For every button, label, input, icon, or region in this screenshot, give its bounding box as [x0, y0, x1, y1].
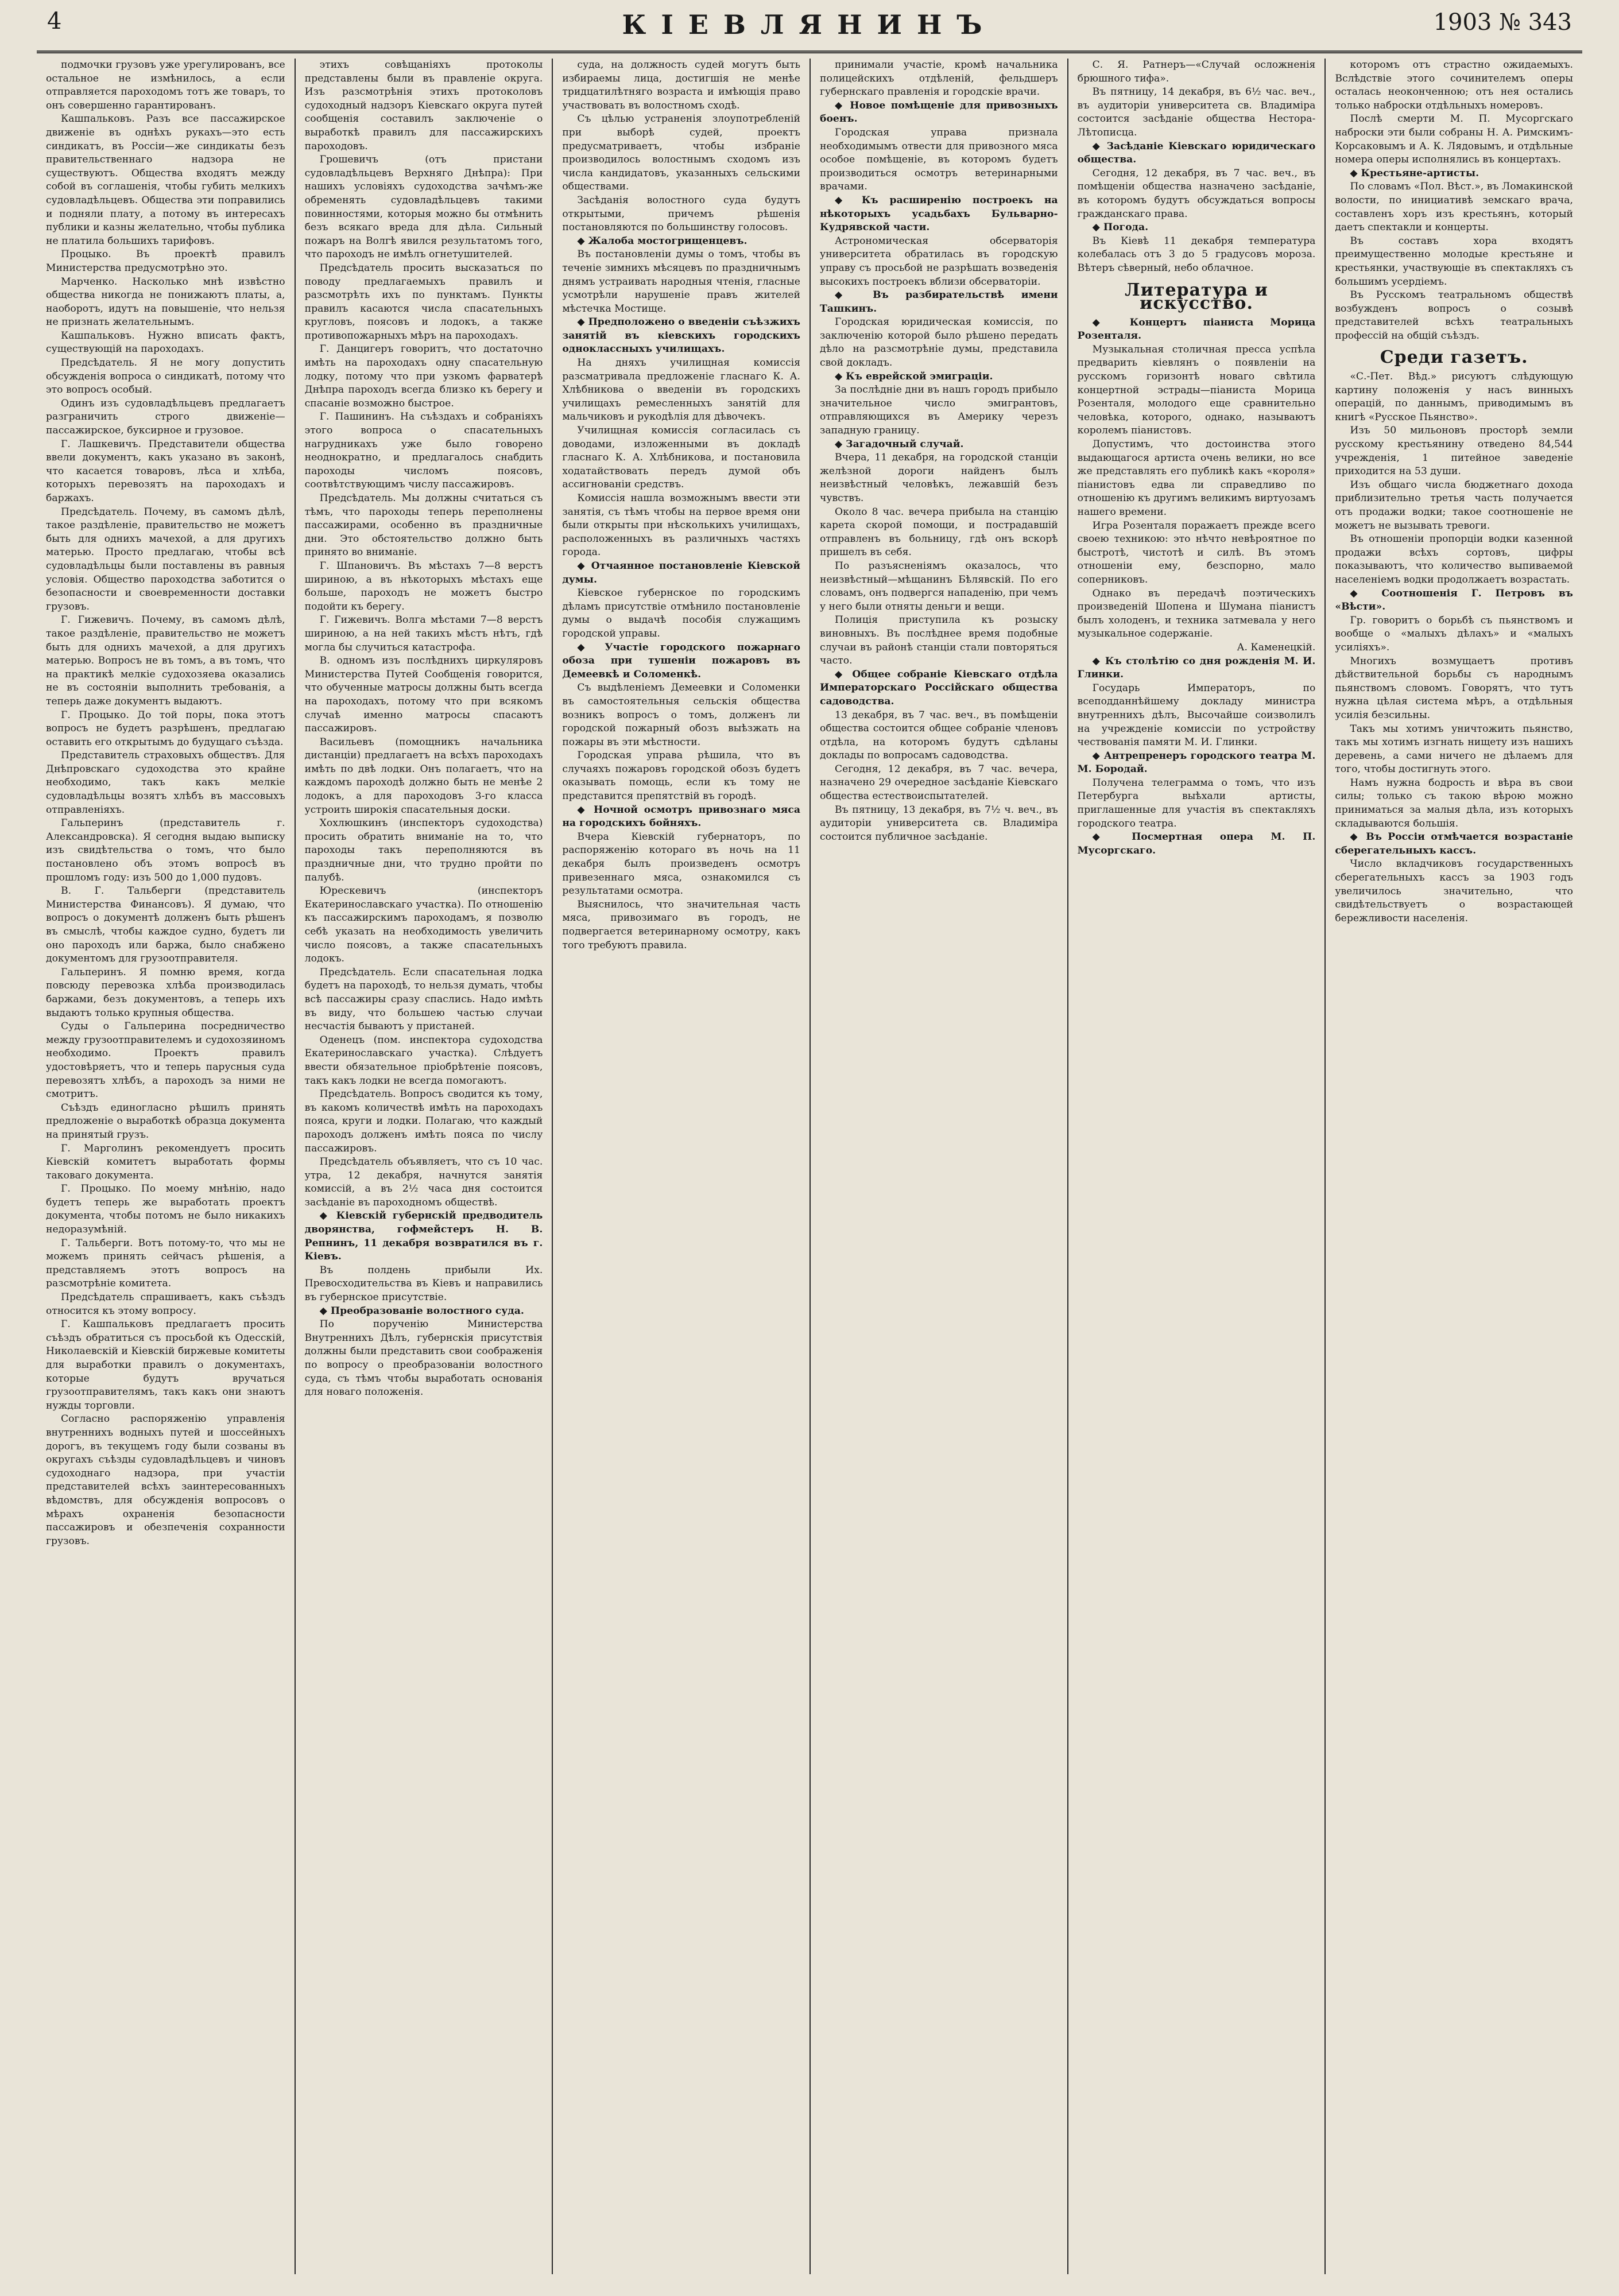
article-headline: ◆ Новое помѣщеніе для привозныхъ боенъ. — [819, 99, 1058, 125]
article-headline: ◆ Засѣданіе Кіевскаго юридическаго общества. — [1077, 140, 1316, 166]
article-paragraph: Г. Кашпальковъ предлагаетъ просить съѣздъ обратиться съ просьбой къ Одесскій, Николаевскій и Кіевскій биржевые комитеты для выработки правилъ о документахъ, которые будутъ вручаться грузоотправителямъ, такъ какъ они знаютъ нужды торговли. — [46, 1318, 285, 1411]
article-paragraph: 13 декабря, въ 7 час. веч., въ помѣщеніи общества состоится общее собраніе членовъ отдѣла, на которомъ будутъ сдѣланы доклады по вопросамъ садоводства. — [819, 709, 1058, 762]
article-paragraph: Выяснилось, что значительная часть мяса, привозимаго въ городъ, не подвергается ветеринарному осмотру, какъ того требуютъ правила. — [562, 898, 800, 951]
article-headline: ◆ Кіевскій губернскій предводитель дворянства, гофмейстеръ Н. В. Репнинъ, 11 декабря возвратился въ г. Кіевъ. — [304, 1210, 543, 1263]
article-paragraph: Число вкладчиковъ государственныхъ сберегательныхъ кассъ за 1903 годъ увеличилось значительно, что свидѣтельствуетъ о возрастающей бережливости населенія. — [1335, 858, 1573, 924]
article-paragraph: Съ выдѣленіемъ Демеевки и Соломенки въ самостоятельныя сельскія общества возникъ вопросъ о томъ, долженъ ли городской пожарный обозъ выѣзжать на пожары въ эти мѣстности. — [562, 682, 800, 748]
article-paragraph: Однако въ передачѣ поэтическихъ произведеній Шопена и Шумана піанистъ былъ холоденъ, и техника затмевала у него музыкальное содержаніе. — [1077, 587, 1316, 640]
column-2 — [295, 59, 552, 2274]
article-signature: А. Каменецкій. — [1237, 641, 1316, 653]
article-paragraph: Съ цѣлью устраненія злоупотребленій при выборѣ судей, проектъ предусматриваетъ, чтобы избраніе производилось волостнымъ сходомъ изъ числа кандидатовъ, указанныхъ сельскими обществами. — [562, 113, 800, 193]
text-columns — [37, 59, 1582, 2274]
article-paragraph: Городская юридическая комиссія, по заключенію которой было рѣшено передать дѣло на разсмотрѣніе думы, представила свой докладъ. — [819, 316, 1058, 369]
newspaper-title: КІЕВЛЯНИНЪ — [622, 9, 997, 40]
article-paragraph: Въ Кіевѣ 11 декабря температура колебалась отъ 3 до 5 градусовъ мороза. Вѣтеръ сѣверный, небо облачное. — [1077, 235, 1316, 274]
header-rule — [37, 51, 1582, 53]
article-headline: ◆ Загадочный случай. — [834, 438, 964, 450]
article-paragraph: В. одномъ изъ послѣднихъ циркуляровъ Министерства Путей Сообщенія говорится, что обученные матросы должны быть всегда на пароходахъ, потому что при всякомъ случаѣ именно матросы спасаютъ пассажировъ. — [304, 655, 543, 735]
article-paragraph: Грошевичъ (отъ пристани судовладѣльцевъ Верхняго Днѣпра): При нашихъ условіяхъ судоходства зачѣмъ-же обременять судовладѣльцевъ такими повинностями, которыя можно бы отмѣнить безъ всякаго вреда для дѣла. Сильный пожаръ на Волгѣ явился результатомъ того, что пароходъ не имѣлъ огнетушителей. — [304, 154, 543, 261]
article-paragraph: «С.-Пет. Вѣд.» рисуютъ слѣдующую картину положенія у насъ винныхъ операцій, по даннымъ, приводимымъ въ книгѣ «Русское Пьянство». — [1335, 371, 1573, 423]
article-paragraph: Хохлюшкинъ (инспекторъ судоходства) просить обратить вниманіе на то, что пароходы такъ переполняются въ праздничные дни, что трудно пройти по палубѣ. — [304, 817, 543, 883]
column-1 — [37, 59, 295, 2274]
article-headline: ◆ Посмертная опера М. П. Мусоргскаго. — [1077, 831, 1316, 856]
article-headline: ◆ Общее собраніе Кіевскаго отдѣла Императорскаго Россійскаго общества садоводства. — [819, 668, 1058, 707]
issue-date: 1903 № 343 — [1433, 9, 1572, 36]
column-6 — [1324, 59, 1582, 2274]
article-paragraph: По разъясненіямъ оказалось, что неизвѣстный—мѣщанинъ Бѣлявскій. По его словамъ, онъ подвергся нападенію, при чемъ у него были отняты деньги и вещи. — [819, 560, 1058, 612]
article-paragraph: За послѣдніе дни въ нашъ городъ прибыло значительное число эмигрантовъ, отправляющихся въ Америку черезъ западную границу. — [819, 384, 1058, 437]
article-paragraph: этихъ совѣщаніяхъ протоколы представлены были въ правленіе округа. Изъ разсмотрѣнія этихъ протоколовъ судоходный надзоръ Кіевскаго округа путей сообщенія составилъ заключеніе о выработкѣ правилъ для пассажирскихъ пароходовъ. — [304, 59, 543, 152]
article-paragraph: Такъ мы хотимъ уничтожить пьянство, такъ мы хотимъ изгнать нищету изъ нашихъ деревень, а сами ничего не дѣлаемъ для того, чтобы достигнуть этого. — [1335, 723, 1573, 775]
article-paragraph: Вчера Кіевскій губернаторъ, по распоряженію котораго въ ночь на 11 декабря былъ произведенъ осмотръ привезеннаго мяса, ознакомился съ результатами осмотра. — [562, 831, 800, 897]
article-paragraph: Г. Процыко. По моему мнѣнію, надо будетъ теперь же выработать проектъ документа, чтобы потомъ не было никакихъ недоразумѣній. — [46, 1183, 285, 1236]
article-paragraph: Согласно распоряженію управленія внутреннихъ водныхъ путей и шоссейныхъ дорогъ, въ текущемъ году были созваны въ округахъ съѣзды судовладѣльцевъ и чиновъ судоходнаго надзора, при участіи представителей всѣхъ заинтересованныхъ вѣдомствъ, для обсужденія вопросовъ о мѣрахъ охраненія безопасности пассажировъ и обезпеченія сохранности грузовъ. — [46, 1413, 285, 1547]
article-paragraph: Г. Данцигеръ говоритъ, что достаточно имѣть на пароходахъ одну спасательную лодку, потому что при узкомъ фарватерѣ Днѣпра пароходъ всегда близко къ берегу и спасаніе возможно быстрое. — [304, 343, 543, 409]
article-paragraph: Астрономическая обсерваторія университета обратилась въ городскую управу съ просьбой не разрѣшать возведенія высокихъ построекъ вблизи обсерваторіи. — [819, 235, 1058, 288]
article-paragraph: Г. Марголинъ рекомендуетъ просить Кіевскій комитетъ выработать формы таковаго документа. — [46, 1142, 285, 1181]
article-paragraph: Сегодня, 12 декабря, въ 7 час. веч., въ помѣщеніи общества назначено засѣданіе, въ которомъ будутъ обсуждаться вопросы гражданскаго права. — [1077, 167, 1316, 220]
article-paragraph: По словамъ «Пол. Вѣст.», въ Ломакинской волости, по инициативѣ земскаго врача, составленъ хоръ изъ крестьянъ, который даетъ спектакли и концерты. — [1335, 181, 1573, 234]
article-headline: ◆ Антрепренеръ городского театра М. М. Бородай. — [1077, 750, 1316, 775]
article-paragraph: Предсѣдатель. Мы должны считаться съ тѣмъ, что пароходы теперь переполнены пассажирами, особенно въ праздничные дни. Это обстоятельство должно быть принято во вниманіе. — [304, 492, 543, 559]
article-paragraph: Предсѣдатель. Если спасательная лодка будетъ на пароходѣ, то нельзя думать, чтобы всѣ пассажиры сразу спаслись. Надо имѣть въ виду, что большею частью случаи несчастія бываютъ у пристаней. — [304, 966, 543, 1033]
article-paragraph: Съѣздъ единогласно рѣшилъ принять предложеніе о выработкѣ образца документа на принятый грузъ. — [46, 1102, 285, 1141]
article-paragraph: Въ пятницу, 13 декабря, въ 7½ ч. веч., въ аудиторіи университета св. Владиміра состоится публичное засѣданіе. — [819, 804, 1058, 843]
article-headline: ◆ Къ расширенію построекъ на нѣкоторыхъ усадьбахъ Бульварно-Кудрявской части. — [819, 194, 1058, 234]
article-paragraph: Васильевъ (помощникъ начальника дистанціи) предлагаетъ на всѣхъ пароходахъ имѣть по двѣ лодки. Онъ полагаетъ, что на каждомъ пароходѣ должно быть не менѣе 2 лодокъ, а для пароходовъ 3-го класса устроить широкія спасательныя доски. — [304, 736, 543, 816]
masthead — [37, 6, 1582, 59]
article-paragraph: Кіевское губернское по городскимъ дѣламъ присутствіе отмѣнило постановленіе думы о выдачѣ пособія служащимъ городской управы. — [562, 587, 800, 639]
article-paragraph: Юрескевичъ (инспекторъ Екатеринославскаго участка). По отношенію къ пассажирскимъ пароходамъ, я позволю себѣ указать на необходимость увеличить число поясовъ, а также спасательныхъ лодокъ. — [304, 885, 543, 965]
article-headline: ◆ Къ еврейской эмиграціи. — [834, 370, 993, 382]
article-paragraph: Кашпальковъ. Нужно вписать фактъ, существующій на пароходахъ. — [46, 329, 285, 355]
article-paragraph: Г. Пашининъ. На съѣздахъ и собраніяхъ этого вопроса о спасательныхъ нагрудникахъ уже было говорено неоднократно, и предлагалось снабдить пароходы числомъ поясовъ, соотвѣтствующимъ числу пассажировъ. — [304, 411, 543, 491]
article-paragraph: которомъ отъ страстно ожидаемыхъ. Вслѣдствіе этого сочинителемъ оперы осталась неоконченною; отъ нея остались только наброски отдѣльныхъ номеровъ. — [1335, 59, 1573, 111]
article-paragraph: Музыкальная столичная пресса успѣла предварить кіевлянъ о появленіи на русскомъ горизонтѣ новаго свѣтила концертной эстрады—піаниста Морица Розенталя, молодого еще сравнительно человѣка, которого, однако, называютъ королемъ піанистовъ. — [1077, 343, 1316, 437]
article-headline: ◆ Погода. — [1092, 222, 1149, 234]
article-paragraph: Предсѣдатель. Почему, въ самомъ дѣлѣ, такое раздѣленіе, правительство не можетъ быть для однихъ мачехой, а для другихъ матерью. Просто предлагаю, чтобы всѣ судовладѣльцы были поставлены въ равныя условія. Общество пароходства заботится о безопасности и своевременности доставки грузовъ. — [46, 506, 285, 612]
article-paragraph: Гальперинъ (представитель г. Александровска). Я сегодня выдаю выписку изъ свидѣтельства о томъ, что было постановлено объ этомъ вопросѣ въ прошломъ году: изъ 500 до 1,000 пудовъ. — [46, 817, 285, 883]
article-headline: ◆ Въ разбирательствѣ имени Ташкинъ. — [819, 289, 1058, 315]
article-paragraph: Городская управа признала необходимымъ отвести для привозного мяса особое помѣщеніе, въ которомъ будетъ производиться осмотръ ветеринарными врачами. — [819, 126, 1058, 193]
article-paragraph: Представитель страховыхъ обществъ. Для Днѣпровскаго судоходства это крайне необходимо, такъ какъ мелкіе судовладѣльцы возятъ хлѣбъ въ массовыхъ отправленіяхъ. — [46, 750, 285, 816]
article-paragraph: Предсѣдатель. Вопросъ сводится къ тому, въ какомъ количествѣ имѣть на пароходахъ пояса, круги и лодки. Полагаю, что каждый пароходъ долженъ имѣть пояса по числу пассажировъ. — [304, 1088, 543, 1154]
article-headline: ◆ Участіе городского пожарнаго обоза при тушеніи пожаровъ въ Демеевкѣ и Соломенкѣ. — [562, 641, 800, 680]
article-headline: ◆ Жалоба мостогрищенцевъ. — [577, 235, 747, 247]
article-paragraph: В. Г. Тальберги (представитель Министерства Финансовъ). Я думаю, что вопросъ о документѣ долженъ быть рѣшенъ въ смыслѣ, чтобы каждое судно, будетъ ли оно пароходъ или баржа, было снабжено документомъ для грузоотправителя. — [46, 885, 285, 965]
article-paragraph: Многихъ возмущаетъ противъ дѣйствительной борьбы съ народнымъ пьянствомъ словомъ. Говорятъ, что тутъ нужна цѣлая система мѣръ, а отдѣльныя усилія безсильны. — [1335, 655, 1573, 721]
article-paragraph: Суды о Гальперина посредничество между грузоотправителемъ и судохозяиномъ необходимо. Проектъ правилъ удостовѣряетъ, что и теперь парусныя суда перевозятъ хлѣбъ, а пароходъ за ними не смотритъ. — [46, 1021, 285, 1100]
article-headline: ◆ Соотношенія Г. Петровъ въ «Вѣсти». — [1335, 587, 1573, 613]
article-paragraph: Городская управа рѣшила, что въ случаяхъ пожаровъ городской обозъ будетъ оказывать помощь, если къ тому не представится препятствій въ городѣ. — [562, 750, 800, 802]
article-paragraph: Засѣданія волостного суда будутъ открытыми, причемъ рѣшенія постановляются по большинству голосовъ. — [562, 194, 800, 234]
article-paragraph: Получена телеграмма о томъ, что изъ Петербурга выѣхали артисты, приглашенные для участія въ спектакляхъ городского театра. — [1077, 777, 1316, 829]
article-headline: ◆ Крестьяне-артисты. — [1350, 167, 1479, 179]
article-headline: ◆ Преобразованіе волостного суда. — [319, 1305, 524, 1317]
article-headline: ◆ Ночной осмотръ привознаго мяса на городскихъ бойняхъ. — [562, 804, 800, 829]
article-paragraph: Въ составъ хора входятъ преимущественно молодые крестьяне и крестьянки, участвующіе въ спектакляхъ съ большимъ усердіемъ. — [1335, 235, 1573, 288]
article-paragraph: Г. Процыко. До той поры, пока этотъ вопросъ не будетъ разрѣшенъ, предлагаю оставить его открытымъ до будущаго съѣзда. — [46, 709, 285, 748]
article-paragraph: Одинъ изъ судовладѣльцевъ предлагаетъ разграничить строго движеніе—пассажирское, буксирное и грузовое. — [46, 397, 285, 437]
article-paragraph: Училищная комиссія согласилась съ доводами, изложенными въ докладѣ гласнаго К. А. Хлѣбникова, и постановила ходатайствовать передъ думой объ ассигнованіи средствъ. — [562, 425, 800, 491]
article-paragraph: Около 8 час. вечера прибыла на станцію карета скорой помощи, и пострадавшій отправленъ въ больницу, гдѣ онъ вскорѣ пришелъ въ себя. — [819, 506, 1058, 559]
article-paragraph: Въ постановленіи думы о томъ, чтобы въ теченіе зимнихъ мѣсяцевъ по праздничнымъ днямъ устраивать народныя чтенія, гласные усмотрѣли нарушеніе правъ жителей мѣстечка Мостище. — [562, 249, 800, 315]
article-paragraph: С. Я. Ратнеръ—«Случай осложненія брюшного тифа». — [1077, 59, 1316, 84]
article-paragraph: принимали участіе, кромѣ начальника полицейскихъ отдѣленій, фельдшеръ губернскаго правленія и городскіе врачи. — [819, 59, 1058, 98]
column-4 — [810, 59, 1067, 2274]
article-headline: ◆ Въ Россіи отмѣчается возрастаніе сберегательныхъ кассъ. — [1335, 831, 1573, 856]
section-title: Литература и искусство. — [1125, 280, 1268, 314]
article-headline: ◆ Предположено о введеніи съѣзжихъ занятій въ кіевскихъ городскихъ одноклассныхъ училищахъ. — [562, 316, 800, 355]
article-paragraph: Г. Лашкевичъ. Представители общества ввели документъ, какъ указано въ законѣ, что касается товаровъ, лѣса и хлѣба, которыхъ перевозятъ на пароходахъ и баржахъ. — [46, 438, 285, 504]
article-paragraph: Оденецъ (пом. инспектора судоходства Екатеринославскаго участка). Слѣдуетъ ввести обязательное пріобрѣтеніе поясовъ, такъ какъ лодки не всегда помогаютъ. — [304, 1034, 543, 1087]
article-paragraph: Предсѣдатель спрашиваетъ, какъ съѣздъ относится къ этому вопросу. — [46, 1292, 285, 1317]
column-3 — [552, 59, 810, 2274]
article-paragraph: Комиссія нашла возможнымъ ввести эти занятія, съ тѣмъ чтобы на первое время они были открыты при нѣсколькихъ училищахъ, расположенныхъ въ различныхъ частяхъ города. — [562, 492, 800, 559]
article-paragraph: Предсѣдатель просить высказаться по поводу предлагаемыхъ правилъ и разсмотрѣть ихъ по пунктамъ. Пункты правилъ касаются числа спасательныхъ кругловъ, поясовъ и лодокъ, а также противопожарныхъ мѣръ на пароходахъ. — [304, 262, 543, 342]
article-paragraph: Гр. говоритъ о борьбѣ съ пьянствомъ и вообще о «малыхъ дѣлахъ» и «малыхъ усиліяхъ». — [1335, 614, 1573, 653]
article-paragraph: На дняхъ училищная комиссія разсматривала предложеніе гласнаго К. А. Хлѣбникова о введеніи въ городскихъ училищахъ ремесленныхъ занятій для мальчиковъ и рукодѣлія для дѣвочекъ. — [562, 357, 800, 423]
article-paragraph: Г. Тальберги. Вотъ потому-то, что мы не можемъ принять сейчасъ рѣшенія, а представляемъ этотъ вопросъ на разсмотрѣніе комитета. — [46, 1237, 285, 1290]
article-paragraph: Марченко. Насколько мнѣ извѣстно общества никогда не понижаютъ платы, а, наоборотъ, идутъ на повышеніе, что нельзя не признать желательнымъ. — [46, 276, 285, 328]
article-paragraph: подмочки грузовъ уже урегулированъ, все остальное не измѣнилось, а если отправляется пароходомъ тотъ же товаръ, то онъ совершенно гарантированъ. — [46, 59, 285, 111]
article-paragraph: Гальперинъ. Я помню время, когда повсюду перевозка хлѣба производилась баржами, безъ документовъ, а теперь ихъ выдаютъ только крупныя общества. — [46, 966, 285, 1019]
article-paragraph: Г. Гижевичъ. Почему, въ самомъ дѣлѣ, такое раздѣленіе, правительство не можетъ быть для однихъ мачехой, а для другихъ матерью. Вопросъ не въ томъ, а въ томъ, что на практикѣ мелкіе судохозяева оказались не въ состояніи выполнить требованія, а теперь даже документъ выдаютъ. — [46, 614, 285, 707]
article-paragraph: Сегодня, 12 декабря, въ 7 час. вечера, назначено 29 очередное засѣданіе Кіевскаго общества естествоиспытателей. — [819, 763, 1058, 802]
article-headline: ◆ Концертъ піаниста Морица Розенталя. — [1077, 316, 1316, 342]
article-paragraph: Изъ общаго числа бюджетнаго дохода приблизительно третья часть получается отъ продажи водки; такое соотношеніе не можетъ не вызывать тревоги. — [1335, 479, 1573, 532]
article-paragraph: Г. Гижевичъ. Волга мѣстами 7—8 верстъ шириною, а на ней такихъ мѣстъ нѣтъ, гдѣ могла бы случиться катастрофа. — [304, 614, 543, 653]
article-paragraph: Намъ нужна бодрость и вѣра въ свои силы; только съ такою вѣрою можно приниматься за малыя дѣла, изъ которыхъ складываются большія. — [1335, 777, 1573, 829]
article-paragraph: Г. Шпановичъ. Въ мѣстахъ 7—8 верстъ шириною, а въ нѣкоторыхъ мѣстахъ еще больше, пароходъ не можетъ быстро подойти къ берегу. — [304, 560, 543, 612]
article-paragraph: Допустимъ, что достоинства этого выдающагося артиста очень велики, но все же представлять его публикѣ какъ «короля» піанистовъ едва ли справедливо по отношенію къ другимъ великимъ виртуозамъ нашего времени. — [1077, 439, 1316, 518]
article-paragraph: Полиція приступила къ розыску виновныхъ. Въ послѣднее время подобные случаи въ районѣ станціи стали повторяться часто. — [819, 614, 1058, 667]
article-paragraph: Въ полдень прибыли Их. Превосходительства въ Кіевъ и направились въ губернское присутствіе. — [304, 1264, 543, 1304]
article-paragraph: суда, на должность судей могутъ быть избираемы лица, достигшія не менѣе тридцатилѣтняго возраста и имѣющія право участвовать въ волостномъ сходѣ. — [562, 59, 800, 111]
article-paragraph: Процыко. Въ проектѣ правилъ Министерства предусмотрѣно это. — [46, 249, 285, 274]
article-paragraph: Кашпальковъ. Разъ все пассажирское движеніе въ однѣхъ рукахъ—это есть синдикатъ, въ Россіи—же синдикаты безъ правительственнаго надзора не существуютъ. Общества входятъ между собой въ соглашенія, чтобы губить мелкихъ судовладѣльцевъ. Общества эти поправились и подняли плату, а потому въ интересахъ публики и казны желательно, чтобы публика не платила большихъ тарифовъ. — [46, 113, 285, 247]
section-title: Среди газетъ. — [1380, 347, 1528, 368]
article-paragraph: Предсѣдатель объявляетъ, что съ 10 час. утра, 12 декабря, начнутся занятія комиссій, а въ 2½ часа дня состоится засѣданіе въ пароходномъ обществѣ. — [304, 1156, 543, 1208]
page-number: 4 — [47, 8, 62, 34]
article-paragraph: Государь Императоръ, по всеподданнѣйшему докладу министра внутреннихъ дѣлъ, Высочайше соизволилъ на учрежденіе комиссіи по устройству чествованія памяти М. И. Глинки. — [1077, 682, 1316, 748]
article-paragraph: Игра Розенталя поражаетъ прежде всего своею техникою: это нѣчто невѣроятное по быстротѣ, чистотѣ и силѣ. Въ этомъ отношеніи ему, безспорно, мало соперниковъ. — [1077, 519, 1316, 585]
article-paragraph: Предсѣдатель. Я не могу допустить обсужденія вопроса о синдикатѣ, потому что это вопросъ особый. — [46, 357, 285, 396]
article-paragraph: Въ пятницу, 14 декабря, въ 6½ час. веч., въ аудиторіи университета св. Владиміра состоится засѣданіе общества Нестора-Лѣтописца. — [1077, 86, 1316, 138]
article-headline: ◆ Къ столѣтію со дня рожденія М. И. Глинки. — [1077, 655, 1316, 681]
article-paragraph: Послѣ смерти М. П. Мусоргскаго наброски эти были собраны Н. А. Римскимъ-Корсаковымъ и А. К. Лядовымъ, и отдѣльные номера оперы исполнялись въ концертахъ. — [1335, 113, 1573, 166]
article-paragraph: По порученію Министерства Внутреннихъ Дѣлъ, губернскія присутствія должны были представить свои соображенія по вопросу о преобразованіи волостного суда, съ тѣмъ чтобы выработать основанія для новаго положенія. — [304, 1318, 543, 1398]
article-paragraph: Въ отношеніи пропорціи водки казенной продажи всѣхъ сортовъ, цифры показываютъ, что количество выпиваемой населеніемъ водки продолжаетъ возрастать. — [1335, 533, 1573, 585]
article-headline: ◆ Отчаянное постановленіе Кіевской думы. — [562, 560, 800, 585]
article-paragraph: Въ Русскомъ театральномъ обществѣ возбужденъ вопросъ о созывѣ представителей всѣхъ театральныхъ профессій на общій съѣздъ. — [1335, 289, 1573, 342]
article-paragraph: Вчера, 11 декабря, на городской станціи желѣзной дороги найденъ былъ неизвѣстный человѣкъ, лежавшій безъ чувствъ. — [819, 452, 1058, 504]
article-paragraph: Изъ 50 мильоновъ просторѣ земли русскому крестьянину отведено 84,544 учрежденія, 1 питейное заведеніе приходится на 53 души. — [1335, 425, 1573, 478]
column-5 — [1067, 59, 1325, 2274]
